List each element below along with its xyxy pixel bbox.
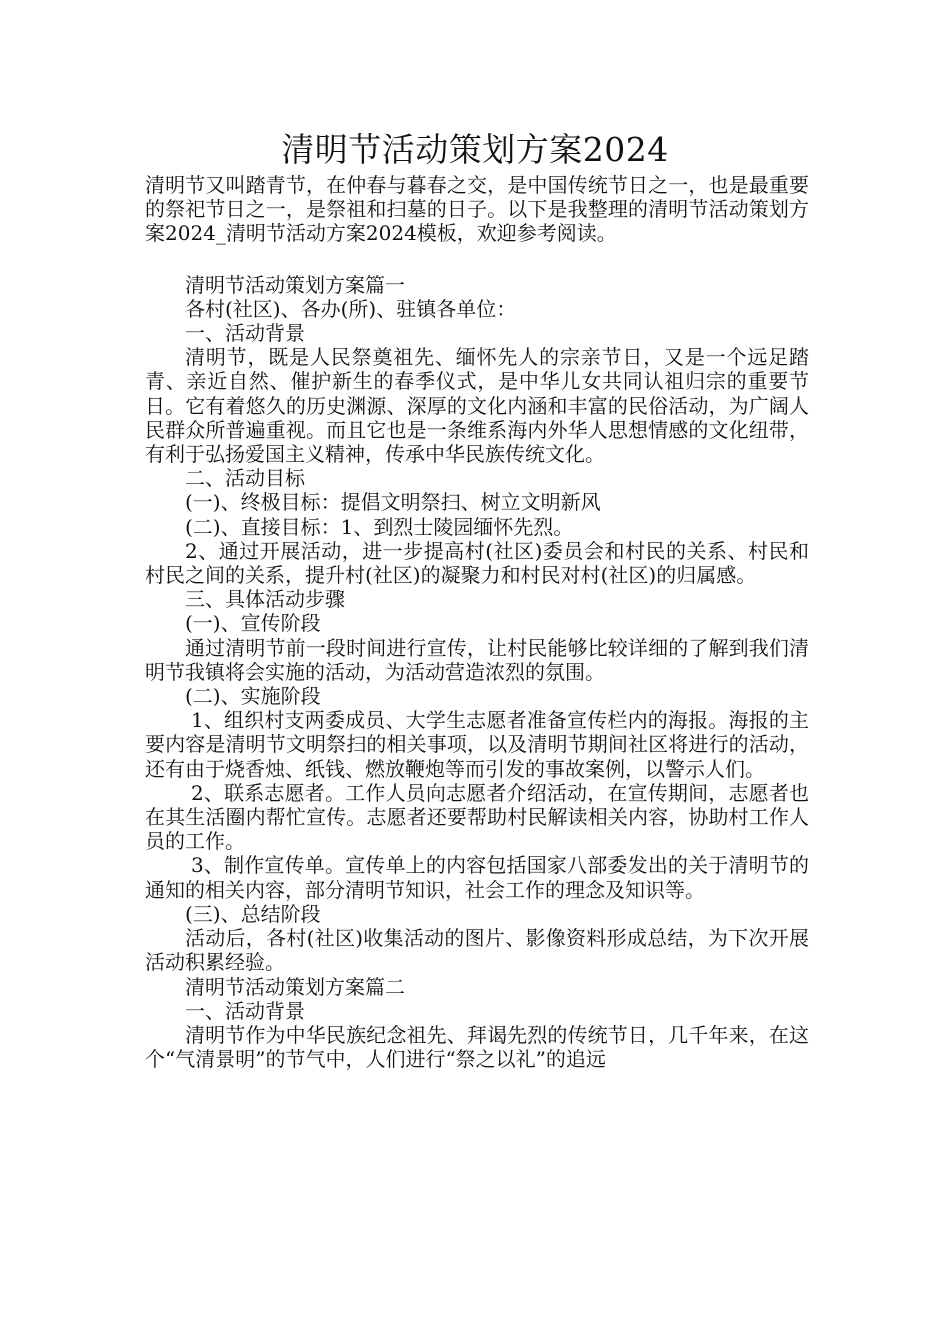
intro-paragraph: 清明节又叫踏青节，在仲春与暮春之交，是中国传统节日之一，也是最重要的祭祀节日之一，是祭祖和扫墓的日子。以下是我整理的清明节活动策划方案2024_清明节活动方案2024模板，欢迎参考阅读。	[145, 173, 809, 246]
heading-summary-stage: (三)、总结阶段	[185, 901, 321, 926]
section-heading-part1: 清明节活动策划方案篇一	[185, 272, 405, 297]
goal-direct-item-2: 2、通过开展活动，进一步提高村(社区)委员会和村民的关系、村民和村民之间的关系，提升村(社区)的凝聚力和村民对村(社区)的归属感。	[145, 538, 809, 588]
document-body	[145, 173, 809, 1071]
heading-steps: 三、具体活动步骤	[185, 587, 345, 612]
background-paragraph: 清明节，既是人民祭奠祖先、缅怀先人的宗亲节日，又是一个远足踏青、亲近自然、催护新生的春季仪式，是中华儿女共同认祖归宗的重要节日。它有着悠久的历史渊源、深厚的文化内涵和丰富的民俗活动，为广阔人民群众所普遍重视。而且它也是一条维系海内外华人思想情感的文化纽带，有利于弘扬爱国主义精神，传承中华民族传统文化。	[145, 345, 809, 467]
background-paragraph-part2: 清明节作为中华民族纪念祖先、拜谒先烈的传统节日，几千年来，在这个“气清景明”的节气中，人们进行“祭之以礼”的追远	[145, 1022, 809, 1072]
goal-direct: (二)、直接目标：1、到烈士陵园缅怀先烈。	[185, 514, 574, 539]
document-title: 清明节活动策划方案2024	[281, 130, 669, 169]
goal-ultimate: (一)、终极目标：提倡文明祭扫、树立文明新风	[185, 490, 601, 515]
heading-background-part2: 一、活动背景	[185, 998, 305, 1023]
publicity-paragraph: 通过清明节前一段时间进行宣传，让村民能够比较详细的了解到我们清明节我镇将会实施的活动，为活动营造浓烈的氛围。	[145, 635, 809, 684]
section-heading-part2: 清明节活动策划方案篇二	[185, 974, 405, 999]
heading-goals: 二、活动目标	[185, 466, 305, 491]
summary-paragraph: 活动后，各村(社区)收集活动的图片、影像资料形成总结，为下次开展活动积累经验。	[145, 926, 809, 975]
implementation-item-3: 3、制作宣传单。宣传单上的内容包括国家八部委发出的关于清明节的通知的相关内容，部分清明节知识，社会工作的理念及知识等。	[145, 853, 809, 902]
heading-implementation-stage: (二)、实施阶段	[185, 684, 321, 709]
heading-publicity-stage: (一)、宣传阶段	[185, 611, 321, 636]
heading-background: 一、活动背景	[185, 321, 305, 346]
implementation-item-2: 2、联系志愿者。工作人员向志愿者介绍活动，在宣传期间，志愿者也在其生活圈内帮忙宣传。志愿者还要帮助村民解读相关内容，协助村工作人员的工作。	[145, 780, 809, 854]
salutation: 各村(社区)、各办(所)、驻镇各单位：	[185, 296, 517, 321]
implementation-item-1: 1、组织村支两委成员、大学生志愿者准备宣传栏内的海报。海报的主要内容是清明节文明祭扫的相关事项，以及清明节期间社区将进行的活动，还有由于烧香烛、纸钱、燃放鞭炮等而引发的事故案例，以警示人们。	[145, 708, 809, 781]
